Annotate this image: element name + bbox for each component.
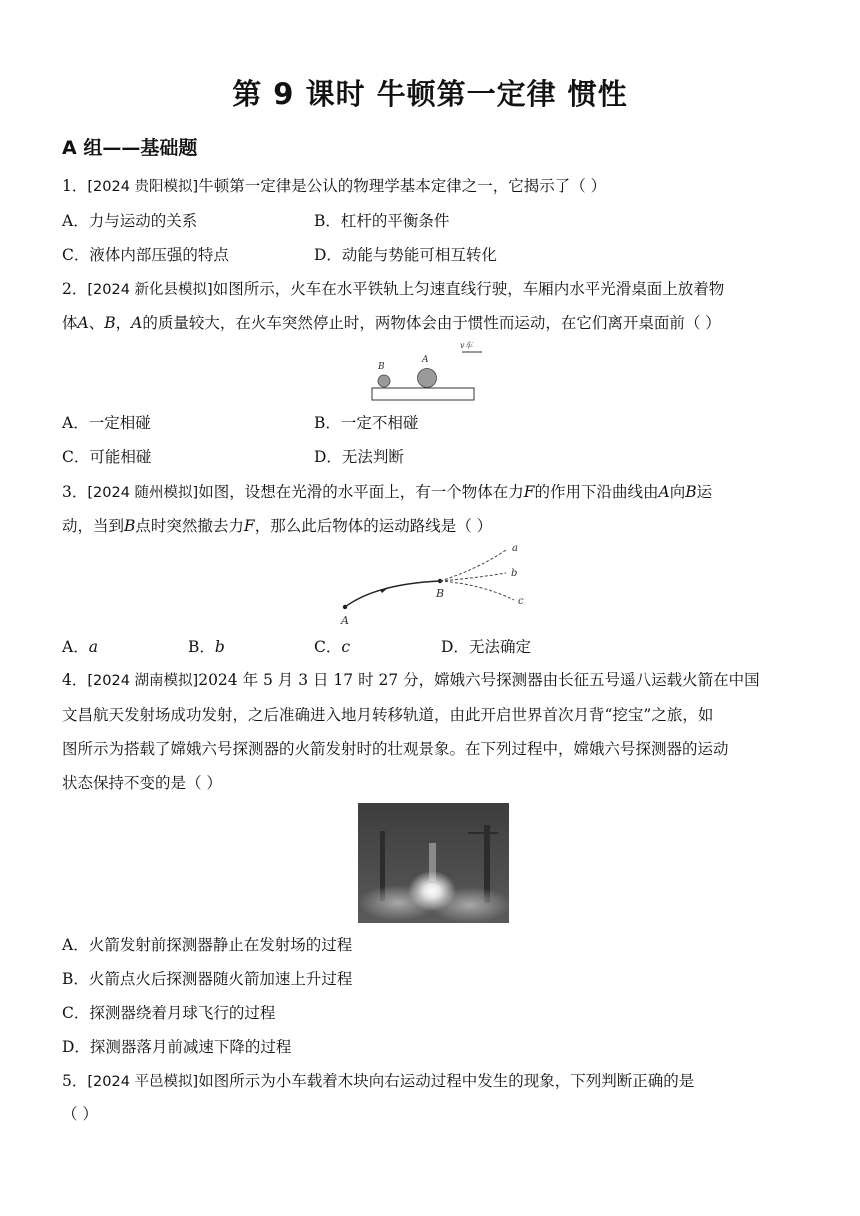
q1-option-c[interactable]: C．液体内部压强的特点 xyxy=(62,246,229,264)
velocity-label: v车 xyxy=(460,341,473,350)
path-b xyxy=(440,573,506,581)
label-point-b: B xyxy=(436,587,445,600)
q1-stem xyxy=(62,176,606,197)
q3-option-a[interactable] xyxy=(62,637,98,657)
q1-text: 牛顿第一定律是公认的物理学基本定律之一，它揭示了（ ） xyxy=(198,177,607,195)
curve-arrow xyxy=(380,587,389,593)
q4-source-tag: [2024 湖南模拟] xyxy=(87,673,199,689)
q3-option-c-value: c xyxy=(341,638,351,656)
q3-option-a-prefix: A． xyxy=(62,638,89,656)
q4-stem-line3: 图所示为搭载了嫦娥六号探测器的火箭发射时的壮观景象。在下列过程中，嫦娥六号探测器的运动 xyxy=(62,740,729,758)
page-title: 第 9 课时 牛顿第一定律 惯性 xyxy=(232,77,628,111)
q1-number: 1． xyxy=(62,177,88,195)
q2-source-tag: [2024 新化县模拟] xyxy=(87,282,213,298)
path-c xyxy=(440,581,514,600)
q3-text-2b: 点时突然撤去力 xyxy=(135,517,244,535)
q3-option-c[interactable] xyxy=(314,637,350,657)
ball-b xyxy=(378,375,390,387)
q2-text-1: 如图所示，火车在水平铁轨上匀速直线行驶，车厢内水平光滑桌面上放着物 xyxy=(212,280,725,298)
q3-text-2a: 动，当到 xyxy=(62,517,125,535)
q3-var-b: B xyxy=(685,483,697,501)
q3-option-b-prefix: B． xyxy=(188,638,215,656)
q3-source-tag: [2024 随州模拟] xyxy=(87,485,199,501)
q4-option-c[interactable]: C．探测器绕着月球飞行的过程 xyxy=(62,1004,276,1022)
q3-text-1b: 的作用下沿曲线由 xyxy=(534,483,659,501)
q1-option-d[interactable]: D．动能与势能可相互转化 xyxy=(314,246,497,264)
q2-text-2c: 、 xyxy=(88,314,105,332)
q3-var-f: F xyxy=(523,483,535,501)
q3-var-f2: F xyxy=(243,517,255,535)
q3-text-2c: ，那么此后物体的运动路线是（ ） xyxy=(254,517,493,535)
q5-text-1: 如图所示为小车载着木块向右运动过程中发生的现象，下列判断正确的是 xyxy=(198,1072,695,1090)
section-heading: A 组——基础题 xyxy=(62,137,198,159)
rocket-flame xyxy=(408,871,456,911)
q2-option-c[interactable]: C．可能相碰 xyxy=(62,448,152,466)
q2-stem-line2 xyxy=(62,313,721,333)
q2-number: 2． xyxy=(62,280,88,298)
q2-var-a2: A xyxy=(131,314,143,332)
q1-option-a[interactable]: A．力与运动的关系 xyxy=(62,212,198,230)
q3-number: 3． xyxy=(62,483,88,501)
q1-option-b[interactable]: B．杠杆的平衡条件 xyxy=(314,212,450,230)
q2-text-2g: 的质量较大，在火车突然停止时，两物体会由于惯性而运动，在它们离开桌面前（ ） xyxy=(142,314,721,332)
q2-text-2a: 体 xyxy=(62,314,78,332)
q4-stem-line4: 状态保持不变的是（ ） xyxy=(62,774,222,792)
q3-text-1c: 向 xyxy=(669,483,686,501)
q4-stem-line1 xyxy=(62,670,760,691)
q3-stem-line2 xyxy=(62,516,492,536)
q3-option-d-value: 无法确定 xyxy=(468,638,531,656)
q3-trajectory-figure xyxy=(336,540,536,630)
q2-var-b: B xyxy=(104,314,116,332)
q4-stem-line2: 文昌航天发射场成功发射，之后准确进入地月转移轨道，由此开启世界首次月背“挖宝”之旅，如 xyxy=(62,706,714,724)
q5-stem-line2: （ ） xyxy=(62,1105,98,1123)
q2-option-a[interactable]: A．一定相碰 xyxy=(62,414,151,432)
curve-a-to-b xyxy=(345,581,440,607)
q5-source-tag: [2024 平邑模拟] xyxy=(87,1074,199,1090)
q4-option-b[interactable]: B．火箭点火后探测器随火箭加速上升过程 xyxy=(62,970,353,988)
q2-text-2e: ， xyxy=(115,314,132,332)
point-a xyxy=(343,605,347,609)
ball-b-label: B xyxy=(378,362,385,372)
q4-text-1: 2024 年 5 月 3 日 17 时 27 分，嫦娥六号探测器由长征五号遥八运载火箭在中国 xyxy=(198,671,760,689)
q2-train-figure xyxy=(370,338,482,404)
q3-var-a: A xyxy=(658,483,670,501)
q4-option-a[interactable]: A．火箭发射前探测器静止在发射场的过程 xyxy=(62,936,353,954)
label-c-path: c xyxy=(518,596,524,607)
q3-text-1a: 如图，设想在光滑的水平面上，有一个物体在力 xyxy=(198,483,524,501)
label-b-path: b xyxy=(511,568,518,579)
q1-source-tag: [2024 贵阳模拟] xyxy=(87,179,199,195)
q2-option-b[interactable]: B．一定不相碰 xyxy=(314,414,419,432)
q5-stem-line1 xyxy=(62,1071,694,1092)
q3-option-c-prefix: C． xyxy=(314,638,342,656)
q3-option-b[interactable] xyxy=(188,637,225,657)
q2-var-a: A xyxy=(77,314,89,332)
ball-a xyxy=(418,369,437,388)
q3-text-1d: 运 xyxy=(696,483,713,501)
label-point-a: A xyxy=(341,614,349,627)
q3-option-d[interactable] xyxy=(441,637,531,657)
label-a-path: a xyxy=(512,543,518,554)
q5-number: 5． xyxy=(62,1072,88,1090)
q2-stem-line1 xyxy=(62,279,724,300)
q4-rocket-launch-photo xyxy=(358,803,509,923)
q3-var-b2: B xyxy=(124,517,136,535)
q4-number: 4． xyxy=(62,671,88,689)
q4-option-d[interactable]: D．探测器落月前减速下降的过程 xyxy=(62,1038,292,1056)
q2-option-d[interactable]: D．无法判断 xyxy=(314,448,404,466)
ball-a-label: A xyxy=(422,355,429,365)
q3-option-d-prefix: D． xyxy=(441,638,469,656)
q3-option-b-value: b xyxy=(214,638,225,656)
q3-option-a-value: a xyxy=(88,638,98,656)
path-a xyxy=(440,550,506,581)
table-surface xyxy=(372,388,474,400)
q3-stem-line1 xyxy=(62,482,712,503)
